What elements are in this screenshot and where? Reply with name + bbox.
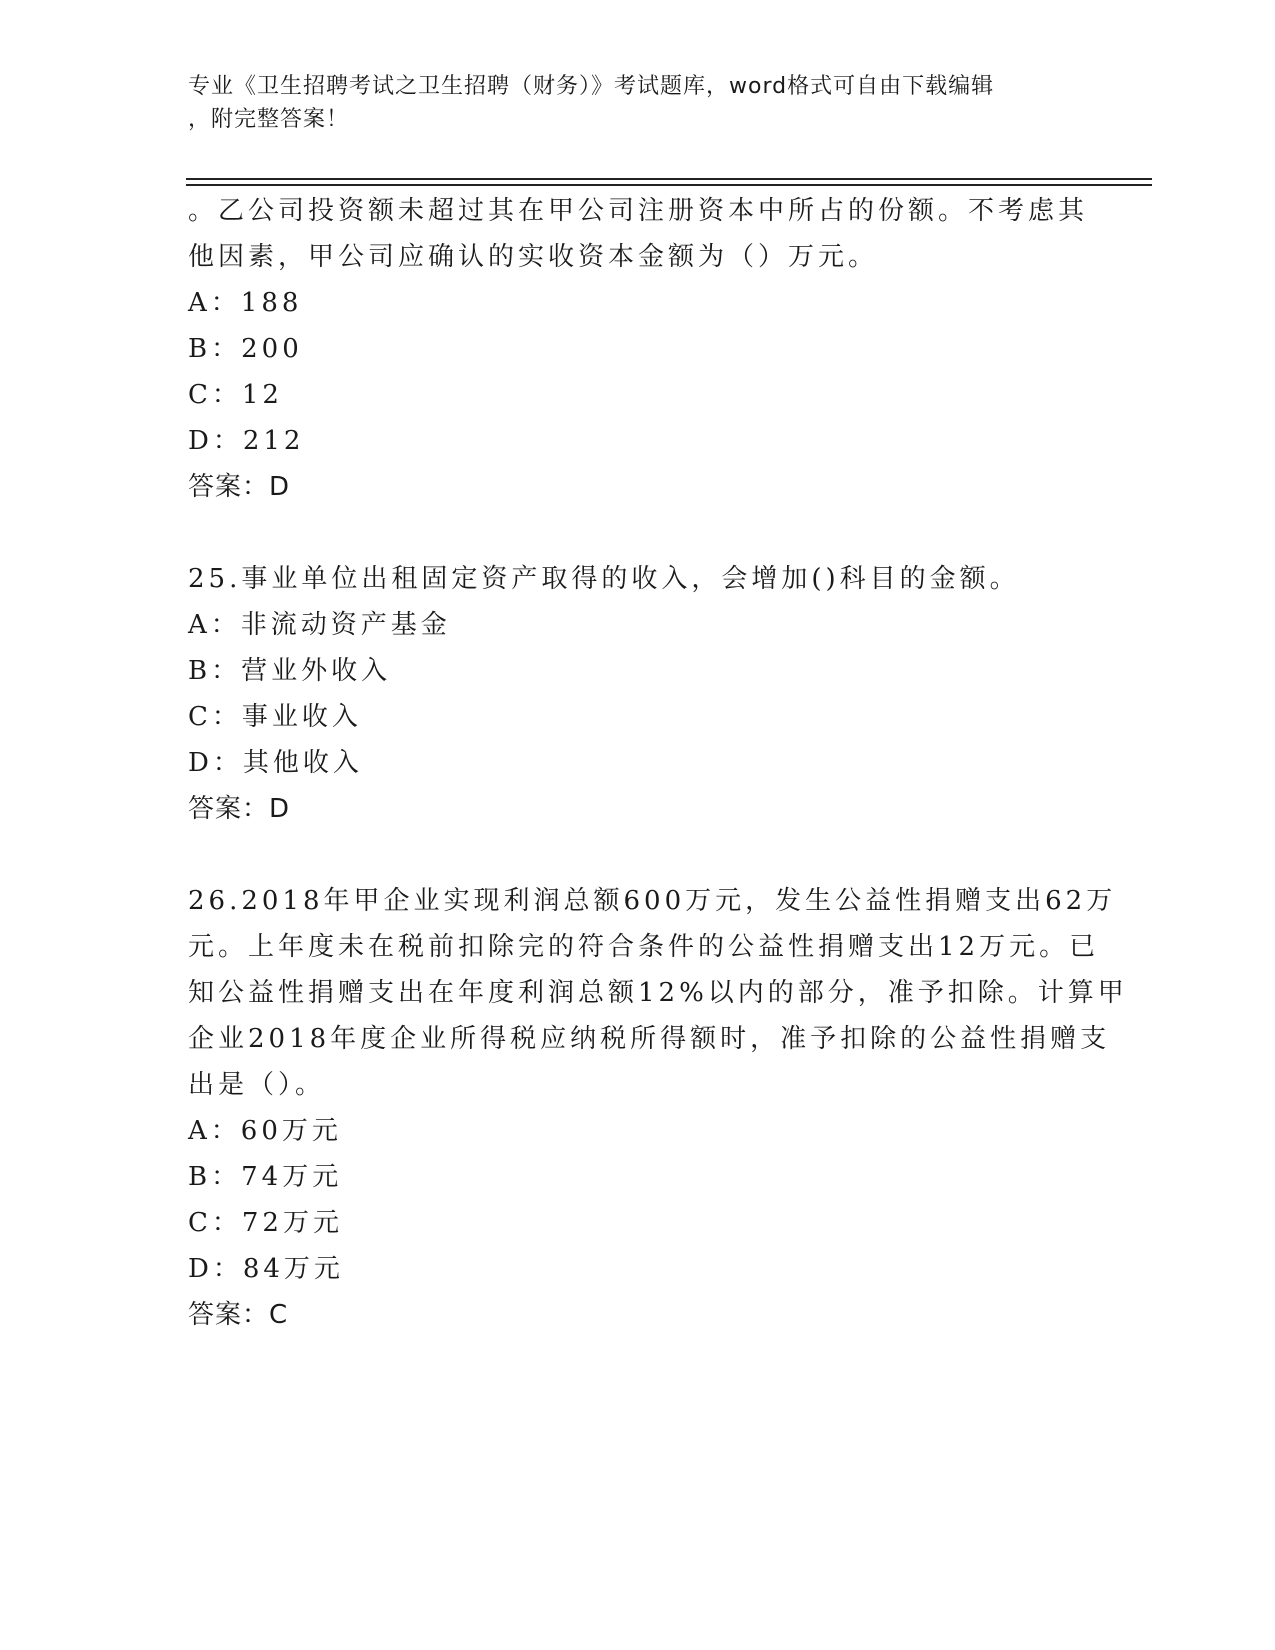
option-b: B：200: [188, 334, 303, 364]
option-a: A：非流动资产基金: [188, 610, 451, 640]
answer: 答案：D: [188, 794, 291, 824]
question-content: [188, 188, 1128, 1338]
option-b: B：74万元: [188, 1162, 343, 1192]
question-stem-line: 26.2018年甲企业实现利润总额600万元，发生公益性捐赠支出62万: [188, 886, 1117, 916]
header-divider-top: [186, 178, 1152, 180]
question-24: [188, 188, 1088, 510]
question-stem-line: 25.事业单位出租固定资产取得的收入，会增加()科目的金额。: [188, 564, 1020, 594]
option-c: C：72万元: [188, 1208, 343, 1238]
option-d: D：212: [188, 426, 305, 456]
option-b: B：营业外收入: [188, 656, 392, 686]
option-d: D：84万元: [188, 1254, 344, 1284]
option-a: A：188: [188, 288, 303, 318]
option-c: C：事业收入: [188, 702, 362, 732]
question-stem-line: 元。上年度未在税前扣除完的符合条件的公益性捐赠支出12万元。已: [188, 932, 1100, 962]
answer: 答案：D: [188, 472, 291, 502]
question-stem-line: 。乙公司投资额未超过其在甲公司注册资本中所占的份额。不考虑其: [188, 196, 1089, 226]
header-divider-bottom: [186, 184, 1152, 186]
option-d: D：其他收入: [188, 748, 363, 778]
header-line-2: ，附完整答案！: [188, 107, 350, 132]
spacer: [188, 832, 1088, 878]
option-a: A：60万元: [188, 1116, 342, 1146]
question-stem-line: 他因素，甲公司应确认的实收资本金额为（）万元。: [188, 242, 879, 272]
spacer: [188, 510, 1088, 556]
header-line-1: 专业《卫生招聘考试之卫生招聘（财务）》考试题库，word格式可自由下载编辑: [188, 74, 995, 99]
question-26: [188, 878, 1128, 1338]
question-stem-line: 企业2018年度企业所得税应纳税所得额时，准予扣除的公益性捐赠支: [188, 1024, 1111, 1054]
answer: 答案：C: [188, 1300, 289, 1330]
option-c: C：12: [188, 380, 283, 410]
question-25: [188, 556, 1088, 832]
question-stem-line: 出是（）。: [188, 1070, 326, 1100]
document-header: [188, 70, 1068, 136]
question-stem-line: 知公益性捐赠支出在年度利润总额12%以内的部分，准予扣除。计算甲: [188, 978, 1128, 1008]
